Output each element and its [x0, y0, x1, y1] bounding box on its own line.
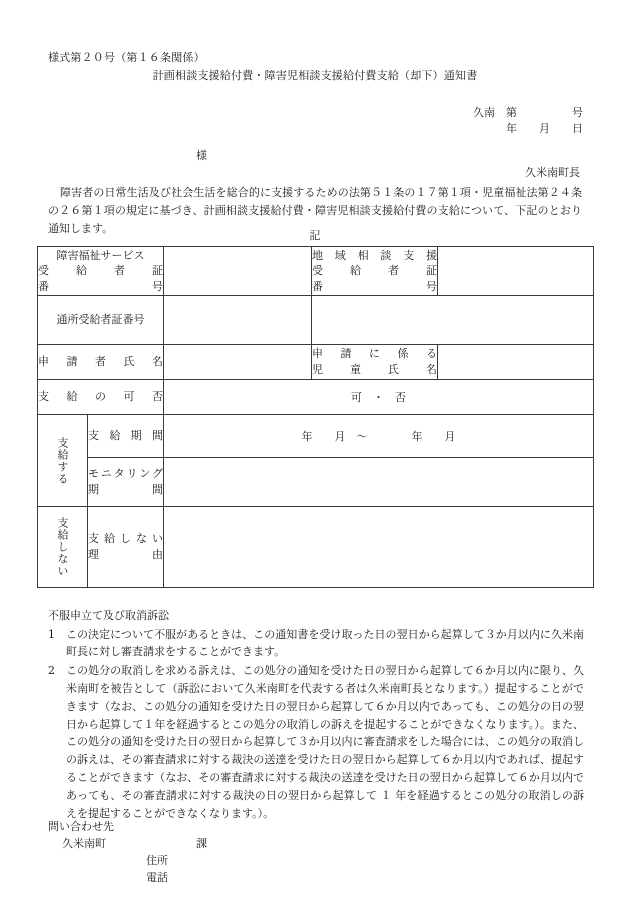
form-code: 様式第２０号（第１６条関係） [48, 51, 205, 64]
contact-address-label: 住所 [146, 854, 168, 868]
label-child-name: 申請に係る 児童氏名 [312, 345, 438, 380]
intro-paragraph: 障害者の日常生活及び社会生活を総合的に支援するための法第５１条の１７第１項・児童福祉法第２４条の２６第１項の規定に基づき、計画相談支援給付費・障害児相談支援給付費の支給について、下記のとおり通知します。 [48, 186, 582, 235]
appeal-section [48, 608, 584, 822]
page-title: 計画相談支援給付費・障害児相談支援給付費支給（却下）通知書 [152, 69, 478, 82]
table-row [38, 296, 594, 345]
contact-row-phone [48, 869, 448, 886]
label-payment-period: 支給期間 [88, 415, 164, 458]
label-group-shikyusuru: 支給する [38, 415, 88, 507]
appeal-item-number: 2 [48, 664, 55, 678]
contact-row-address [48, 852, 448, 869]
table-row [38, 247, 594, 296]
document-date-line: 年 月 日 [506, 122, 583, 135]
table-row [38, 458, 594, 507]
appeal-item-text: この決定について不服があるときは、この通知書を受け取った日の翌日から起算して３か月以内に久米南町長に対し審査請求をすることができます。 [66, 627, 584, 659]
appeal-item-number: 1 [48, 627, 55, 641]
label-monitoring-period: モニタリング 期間 [88, 458, 164, 507]
label-group-shikyushinai: 支給しない [38, 507, 88, 588]
field-row2-blank[interactable] [312, 296, 594, 345]
recipient-name-line: 様 [196, 149, 207, 162]
issuer-name-line: 久米南町長 [525, 166, 580, 179]
label-chiiki-sodan-shien-cert-number: 地域相談支援 受給者証 番号 [312, 247, 438, 296]
field-shogai-fukushi-cert-number[interactable] [164, 247, 312, 296]
contact-heading: 問い合わせ先 [48, 820, 114, 833]
contact-town-name: 久米南町 [62, 837, 106, 851]
field-chiiki-sodan-cert-number[interactable] [438, 247, 594, 296]
value-payment-decision[interactable]: 可 ・ 否 [164, 380, 594, 415]
label-non-payment-reason: 支給しない 理由 [88, 507, 164, 588]
value-monitoring-period[interactable] [164, 458, 594, 507]
notification-table [37, 246, 594, 588]
document-number-line: 久南 第 号 [473, 106, 583, 119]
label-applicant-name: 申請者氏名 [38, 345, 164, 380]
appeal-item-text: この処分の取消しを求める訴えは、この処分の通知を受けた日の翌日から起算して６か月以内に限り、久米南町を被告として（訴訟において久米南町を代表する者は久米南町長となります。）提起することができます（なお、この処分の通知を受けた日の翌日から起算して６か月以内であっても、この処分の日の翌日から起算して１年を経過するとこの処分の取消しの訴えを提起することができなくなります。）。また、この処分の通知を受けた日の翌日から起算して３か月以内に審査請求をした場合には、この処分の取消しの訴えは、その審査請求に対する裁決の送達を受けた日の翌日から起算して６か月以内であれば、提起することができます（なお、その審査請求に対する裁決の送達を受けた日の翌日から起算して６か月以内であっても、その審査請求に対する裁決の日の翌日から起算して １ 年を経過するとこの処分の取消しの訴えを提起することができなくなります。）。 [66, 664, 584, 820]
appeal-heading: 不服申立て及び取消訴訟 [48, 609, 169, 622]
label-tsusho-cert-number: 通所受給者証番号 [38, 296, 164, 345]
ki-mark: 記 [309, 229, 321, 242]
field-applicant-name[interactable] [164, 345, 312, 380]
label-payment-decision: 支給の可否 [38, 380, 164, 415]
contact-row-department [48, 835, 448, 852]
table-row [38, 380, 594, 415]
value-non-payment-reason[interactable] [164, 507, 594, 588]
appeal-item [48, 626, 584, 662]
contact-department-label: 課 [196, 837, 207, 851]
table-row [38, 507, 594, 588]
label-shogai-fukushi-service-cert-number: 障害福祉サービス 受給者証 番号 [38, 247, 164, 296]
field-child-name[interactable] [438, 345, 594, 380]
table-row [38, 345, 594, 380]
field-tsusho-cert-number[interactable] [164, 296, 312, 345]
contact-section [48, 818, 448, 886]
contact-phone-label: 電話 [146, 871, 168, 885]
value-payment-period[interactable]: 年 月 〜 年 月 [164, 415, 594, 458]
table-row [38, 415, 594, 458]
appeal-item [48, 662, 584, 822]
